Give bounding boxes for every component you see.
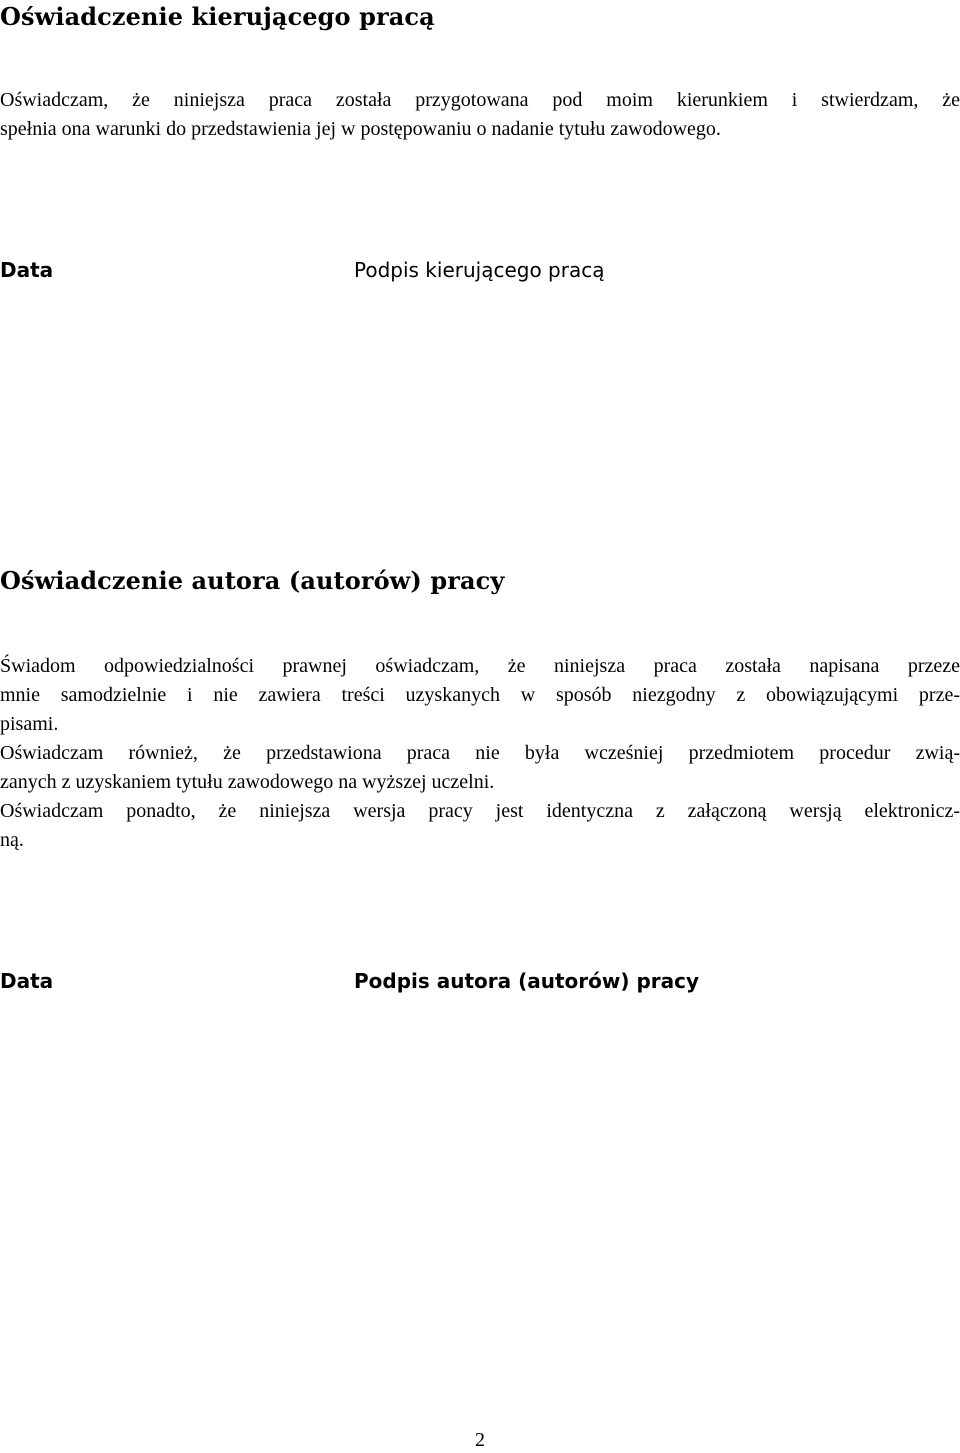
paragraph-line: Oświadczam również, że przedstawiona praca nie była wcześniej przedmiotem procedur zwią-	[0, 742, 960, 764]
paragraph-line: ną.	[0, 829, 24, 851]
paragraph-line: Świadom odpowiedzialności prawnej oświadczam, że niniejsza praca została napisana przeze	[0, 655, 960, 677]
author-statement-text	[0, 652, 960, 855]
paragraph-line: mnie samodzielnie i nie zawiera treści uzyskanych w sposób niezgodny z obowiązującymi prze-	[0, 684, 960, 706]
author-signature-label: Podpis autora (autorów) pracy	[354, 969, 700, 993]
supervisor-statement-text	[0, 86, 960, 144]
paragraph-line: pisami.	[0, 713, 59, 735]
supervisor-date-label: Data	[0, 258, 54, 282]
page-number: 2	[475, 1429, 485, 1451]
supervisor-signature-label: Podpis kierującego pracą	[354, 258, 605, 282]
paragraph-line: zanych z uzyskaniem tytułu zawodowego na wyższej uczelni.	[0, 771, 495, 793]
author-date-label: Data	[0, 969, 54, 993]
paragraph-line: spełnia ona warunki do przedstawienia jej w postępowaniu o nadanie tytułu zawodowego.	[0, 118, 721, 140]
supervisor-statement-title: Oświadczenie kierującego pracą	[0, 2, 435, 31]
paragraph-line: Oświadczam ponadto, że niniejsza wersja pracy jest identyczna z załączoną wersją elektronicz-	[0, 800, 960, 822]
paragraph-line: Oświadczam, że niniejsza praca została przygotowana pod moim kierunkiem i stwierdzam, że	[0, 89, 960, 111]
author-statement-title: Oświadczenie autora (autorów) pracy	[0, 566, 505, 595]
